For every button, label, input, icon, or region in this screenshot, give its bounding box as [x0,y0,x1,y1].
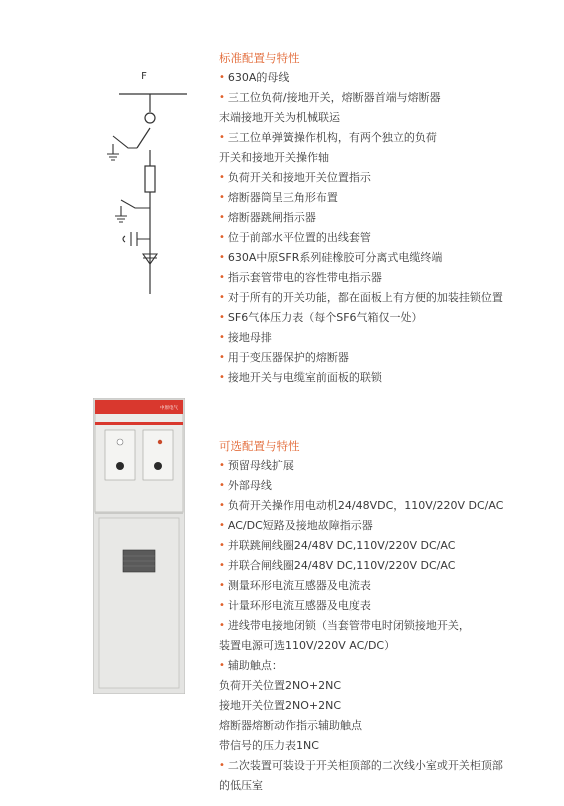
bullet-icon: • [219,332,225,343]
mimic-panel-right [143,430,173,480]
bullet-icon: • [219,192,225,203]
fuse [145,166,155,192]
single-line-diagram [95,68,195,300]
bullet-icon: • [219,560,225,571]
feature-text: 用于变压器保护的熔断器 [227,351,349,364]
feature-item [219,128,559,148]
feature-text: 三工位单弹簧操作机构，有两个独立的负荷 [227,131,437,144]
bullet-icon: • [219,460,225,471]
feature-item [219,636,559,656]
capacitor-indicator [123,232,150,246]
bullet-icon: • [219,232,225,243]
cabinet-top-label: 中原电气 [160,406,178,411]
bullet-icon: • [219,760,225,771]
bullet-icon: • [219,72,225,83]
feature-text: 并联合闸线圈24/48V DC,110V/220V DC/AC [227,559,456,572]
feature-item [219,288,559,308]
bullet-icon: • [219,212,225,223]
feature-text: 测量环形电流互感器及电流表 [227,579,371,592]
bullet-icon: • [219,620,225,631]
operating-shaft-right [154,462,162,470]
feature-item [219,536,559,556]
optional-features-title: 可选配置与特性 [219,439,300,453]
feature-text: 三工位负荷/接地开关，熔断器首端与熔断器 [227,91,441,104]
feature-item [219,656,559,676]
earth-switch-upper [107,136,137,160]
feature-text: 630A的母线 [227,71,290,84]
feature-item [219,268,559,288]
feature-text: 并联跳闸线圈24/48V DC,110V/220V DC/AC [227,539,456,552]
feature-text: 熔断器筒呈三角形布置 [227,191,338,204]
feature-text: 对于所有的开关功能，都在面板上有方便的加装挂锁位置 [227,291,503,304]
earth-switch-lower [115,200,150,222]
feature-item [219,736,559,756]
feature-item [219,496,559,516]
bullet-icon: • [219,500,225,511]
feature-text: 装置电源可选110V/220V AC/DC） [219,639,396,652]
switch-contact-circle [145,113,155,123]
feature-text: 二次装置可装设于开关柜顶部的二次线小室或开关柜顶部 [227,759,503,772]
feature-item [219,368,559,388]
bullet-icon: • [219,252,225,263]
feature-item [219,516,559,536]
feature-item [219,108,559,128]
bullet-icon: • [219,312,225,323]
standard-features-section [219,48,559,388]
feature-text: 接地母排 [227,331,272,344]
standard-features-title: 标准配置与特性 [219,51,300,65]
feature-item [219,208,559,228]
feature-text: 630A中原SFR系列硅橡胶可分离式电缆终端 [227,251,443,264]
feature-item [219,248,559,268]
pressure-gauge-icon [117,439,123,445]
bullet-icon: • [219,480,225,491]
feature-item [219,308,559,328]
feature-item [219,88,559,108]
bullet-icon: • [219,132,225,143]
feature-item [219,596,559,616]
feature-item [219,188,559,208]
bullet-icon: • [219,660,225,671]
feature-text: SF6气体压力表（每个SF6气箱仅一处） [227,311,423,324]
feature-text: 熔断器熔断动作指示辅助触点 [219,719,362,732]
feature-item [219,676,559,696]
cabinet-red-band [95,422,183,425]
feature-text: 进线带电接地闭锁（当套管带电时闭锁接地开关， [227,619,470,632]
feature-item [219,328,559,348]
feature-text: 接地开关位置2NO+2NC [219,699,342,712]
feature-text: 接地开关与电缆室前面板的联锁 [227,371,382,384]
feature-item [219,556,559,576]
feature-item [219,228,559,248]
feature-item [219,476,559,496]
optional-features-section [219,436,559,796]
bullet-icon: • [219,372,225,383]
feature-text: 开关和接地开关操作轴 [219,151,329,164]
cable-compartment-door [99,518,179,688]
feature-item [219,776,559,796]
indicator-lamp [158,440,162,444]
operating-shaft-left [116,462,124,470]
bullet-icon: • [219,92,225,103]
bullet-icon: • [219,580,225,591]
feature-item [219,68,559,88]
feature-text: 末端接地开关为机械联运 [219,111,340,124]
feature-item [219,756,559,776]
feature-text: 外部母线 [227,479,272,492]
bullet-icon: • [219,292,225,303]
feature-text: 计量环形电流互感器及电度表 [227,599,371,612]
feature-text: AC/DC短路及接地故障指示器 [227,519,373,532]
feature-text: 辅助触点： [227,659,283,672]
feature-text: 的低压室 [219,779,263,792]
standard-features-list [219,68,559,388]
feature-text: 位于前部水平位置的出线套管 [227,231,371,244]
feature-text: 负荷开关和接地开关位置指示 [227,171,371,184]
bullet-icon: • [219,272,225,283]
bullet-icon: • [219,172,225,183]
bullet-icon: • [219,352,225,363]
feature-item [219,148,559,168]
feature-text: 负荷开关操作用电动机24/48VDC，110V/220V DC/AC [227,499,504,512]
feature-text: 负荷开关位置2NO+2NC [219,679,342,692]
feature-text: 熔断器跳闸指示器 [227,211,316,224]
feature-item [219,168,559,188]
feature-item [219,716,559,736]
cabinet-divider [95,512,183,514]
feature-item [219,456,559,476]
busbar-label: F [141,71,147,82]
feature-item [219,696,559,716]
feature-text: 预留母线扩展 [227,459,294,472]
mimic-panel-left [105,430,135,480]
load-switch-blade [137,128,150,148]
feature-item [219,576,559,596]
bullet-icon: • [219,600,225,611]
feature-text: 指示套管带电的容性带电指示器 [227,271,382,284]
feature-text: 带信号的压力表1NC [219,739,319,752]
bullet-icon: • [219,540,225,551]
bullet-icon: • [219,520,225,531]
feature-item [219,616,559,636]
optional-features-list [219,456,559,796]
switchgear-cabinet-image [93,398,185,694]
feature-item [219,348,559,368]
